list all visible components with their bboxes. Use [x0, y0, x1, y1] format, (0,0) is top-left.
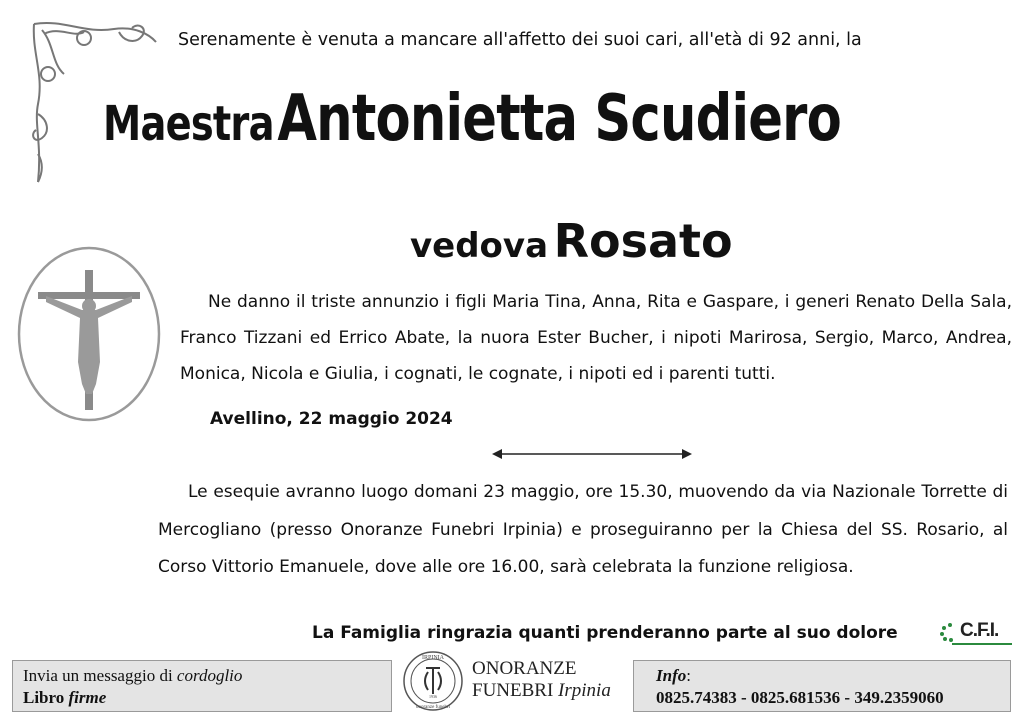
double-arrow-icon — [490, 446, 694, 462]
cfi-label: C.F.I. — [960, 620, 999, 641]
deceased-name-line — [0, 82, 944, 156]
cfi-underline — [952, 643, 1012, 645]
info-box: Info: 0825.74383 - 0825.681536 - 349.2359060 — [633, 660, 1011, 712]
deceased-name: Antonietta Scudiero — [277, 82, 841, 156]
cfi-badge — [940, 618, 1012, 652]
logo-year: 1936 — [429, 694, 437, 699]
widow-line — [410, 214, 733, 268]
funeral-home-logo-icon — [402, 650, 464, 712]
info-label: Info — [656, 666, 687, 685]
place-date: Avellino, 22 maggio 2024 — [210, 409, 453, 429]
cfi-logo-icon — [940, 622, 960, 642]
condolence-box[interactable] — [12, 660, 392, 712]
announcement-paragraph: Ne danno il triste annunzio i figli Maria Tina, Anna, Rita e Gaspare, i generi Renato Della Sala, Franco Tizzani ed Errico Abate, la nuora Ester Bucher, i nipoti Marirosa, Sergio, Marco, Andrea, Monica, Nicola e Giulia, i cognati, le cognate, i nipoti ed i parenti tutti. — [180, 292, 1012, 384]
thanks-line: La Famiglia ringrazia quanti prenderanno parte al suo dolore — [312, 623, 898, 643]
crucifix-icon — [16, 244, 162, 424]
logo-bottom-text: onoranze funebri — [415, 705, 451, 710]
widow-prefix: vedova — [410, 226, 549, 266]
send-message-link[interactable]: Invia un messaggio di cordoglio — [23, 666, 243, 685]
widow-surname: Rosato — [553, 214, 733, 268]
title-prefix: Maestra — [103, 96, 274, 152]
phone-numbers[interactable]: 0825.74383 - 0825.681536 - 349.2359060 — [656, 688, 944, 707]
guestbook-link[interactable]: Libro firme — [23, 688, 107, 707]
intro-text: Serenamente è venuta a mancare all'affetto dei suoi cari, all'età di 92 anni, la — [178, 30, 862, 50]
funeral-home-name: ONORANZE FUNEBRI Irpinia — [472, 658, 611, 701]
funeral-paragraph: Le esequie avranno luogo domani 23 maggio, ore 15.30, muovendo da via Nazionale Torrette di Mercogliano (presso Onoranze Funebri Irpinia) e proseguiranno per la Chiesa del SS. Rosario, al Corso Vittorio Emanuele, dove alle ore 16.00, sarà celebrata la funzione religiosa. — [158, 482, 1008, 577]
logo-top-text: IRPINIA — [422, 655, 444, 661]
